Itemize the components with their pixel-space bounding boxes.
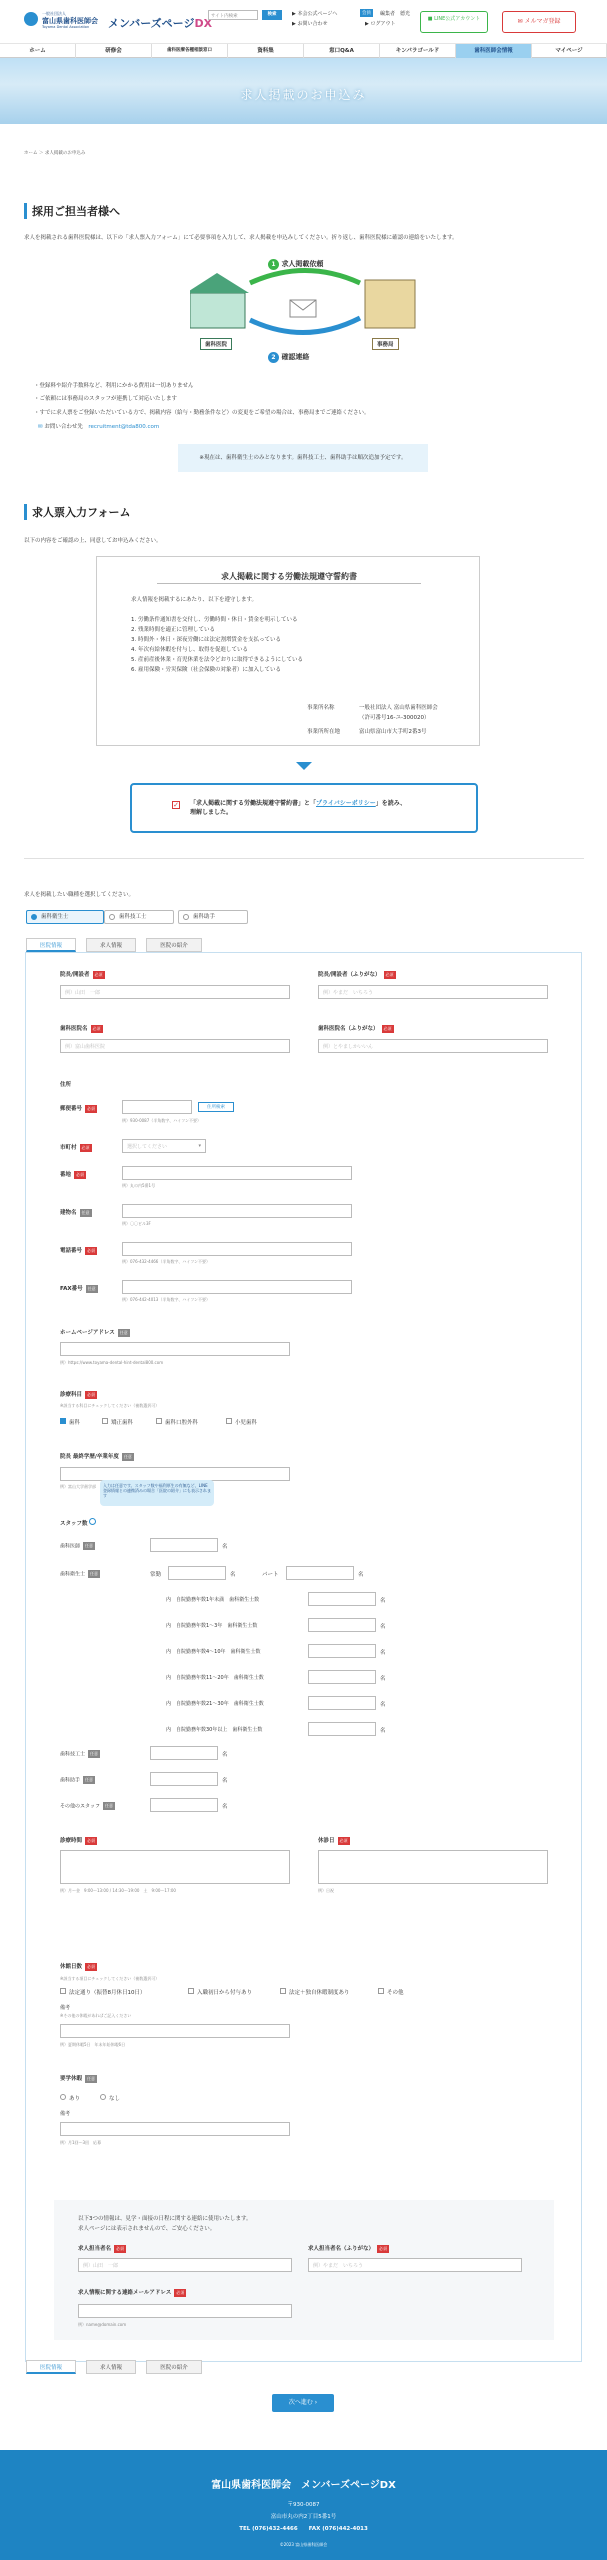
footer-tel: TEL (076)432-4466 FAX (076)442-4013 [239, 2526, 368, 2532]
chevron-down-icon: ▾ [198, 1143, 201, 1149]
years-label: 内 自院勤務年数4〜10年 歯科衛生士数 [166, 1649, 261, 1655]
required-badge: 必須 [87, 1247, 96, 1253]
person-mail-text: 求人情報に関する連絡メールアドレス [78, 2290, 172, 2296]
footer-title: 富山県歯科医師会 メンバーズページDX [211, 2480, 396, 2491]
radio-dot [31, 914, 37, 920]
office-building [365, 280, 415, 328]
nav-item[interactable]: マイページ [532, 44, 607, 58]
global-nav [0, 44, 607, 58]
rep-kana-text: 院長/開設者（ふりがな） [318, 972, 381, 978]
logo-dx-prefix: メンバーズページ [108, 17, 195, 30]
required-badge: 必須 [116, 2245, 125, 2251]
required-badge: 必須 [87, 1105, 96, 1111]
arrow-top [250, 271, 360, 284]
dentist-label [60, 1542, 95, 1550]
flow-illustration [190, 258, 420, 348]
city-label [60, 1143, 92, 1152]
dept-label: 歯科口腔外科 [165, 1420, 199, 1426]
optional-badge: 任意 [85, 1543, 94, 1548]
tab-job-info[interactable]: 求人情報 [86, 938, 136, 952]
official-site-label: 本会公式ページへ [297, 11, 338, 17]
other-staff-label [60, 1802, 115, 1810]
closed-checkbox[interactable] [378, 1988, 404, 1996]
nav-item[interactable]: ホーム [0, 44, 76, 58]
radio-dot [100, 2094, 106, 2100]
holiday-label [318, 1836, 350, 1845]
city-select[interactable] [122, 1139, 206, 1153]
nav-item-active[interactable]: 歯科医師会情報 [456, 44, 532, 58]
years-input[interactable] [308, 1696, 376, 1710]
contact-label: お問い合わせ先 [44, 424, 83, 430]
radio-dot [60, 2094, 66, 2100]
clinic-name-input[interactable]: 例）富山歯科医院 [60, 1039, 290, 1053]
flow-step2 [268, 352, 309, 363]
years-label: 内 自院勤務年数1年未満 歯科衛生士数 [166, 1597, 260, 1603]
closed-checkbox[interactable] [280, 1988, 350, 1996]
hero-banner [0, 58, 607, 124]
homepage-input[interactable] [60, 1342, 290, 1356]
flow-office-label: 事務局 [372, 338, 399, 350]
required-badge: 必須 [379, 2245, 388, 2251]
contact-label: お問い合わせ [297, 21, 328, 27]
fax-text: FAX番号 [60, 1286, 83, 1292]
required-badge: 必須 [385, 971, 394, 977]
clinic-name-label [60, 1024, 103, 1033]
graduate-hint: 例）富山大学歯学部 [60, 1484, 96, 1489]
years-input[interactable] [308, 1644, 376, 1658]
optional-badge: 任意 [87, 1285, 96, 1291]
dentist-count-input[interactable] [150, 1538, 218, 1552]
graduate-text: 院長 最終学歴/卒業年度 [60, 1454, 119, 1460]
job-radio-label: 歯科技工士 [119, 914, 147, 920]
unit-label: 名 [222, 1752, 228, 1758]
dept-checkbox[interactable] [226, 1418, 257, 1426]
staff-heading-text: スタッフ数 [60, 1521, 88, 1527]
required-badge: 必須 [176, 2289, 185, 2295]
unit-label: 名 [222, 1804, 228, 1810]
unit-label: 名 [380, 1624, 386, 1630]
logo-en: Toyama Dental Association [42, 25, 90, 29]
nav-item[interactable]: キンパラゴールド [380, 44, 456, 58]
homepage-label [60, 1328, 130, 1337]
required-badge: 必須 [383, 1025, 392, 1031]
dept-checkbox[interactable] [60, 1418, 80, 1426]
unit-label: 名 [222, 1544, 228, 1550]
privacy-policy-link[interactable]: プライバシーポリシー [316, 800, 376, 807]
vacation-radio-no[interactable] [100, 2094, 120, 2102]
hours-hint: 例）月〜金 9:00〜13:00 / 14:30〜19:00 土 9:00〜17:00 [60, 1888, 176, 1893]
checkbox-box [188, 1988, 194, 1994]
zip-text: 郵便番号 [60, 1106, 83, 1112]
technician-label [60, 1750, 100, 1758]
hours-textarea[interactable] [60, 1850, 290, 1884]
consent-checkbox[interactable]: ✓ [173, 801, 179, 809]
building-text: 建物名 [60, 1210, 77, 1216]
hygienist-text: 歯科衛生士 [60, 1571, 86, 1578]
footer-zip: 〒930-0087 [287, 2502, 320, 2508]
person-mail-input[interactable] [78, 2304, 292, 2318]
years-label: 内 自院勤務年数21〜30年 歯科衛生士数 [166, 1701, 264, 1707]
closed-checkbox[interactable] [60, 1988, 146, 1996]
graduate-input[interactable] [60, 1467, 290, 1481]
required-badge: 必須 [94, 971, 103, 977]
optional-badge: 任意 [90, 1571, 99, 1576]
unit-label: 名 [380, 1650, 386, 1656]
unit-label: 名 [380, 1598, 386, 1604]
vacation-option: なし [109, 2096, 121, 2102]
closed-text: 休館日数 [60, 1964, 83, 1970]
vacation-note-example: 例）月1回〜3回 応募 [60, 2140, 102, 2145]
line-label: LINE公式アカウント [434, 16, 481, 22]
arrow-down-icon [296, 762, 312, 770]
dentist-text: 歯科医師 [60, 1543, 81, 1550]
years-input[interactable] [308, 1592, 376, 1606]
address-heading: 住所 [60, 1082, 72, 1088]
page-title: 求人掲載のお申込み [240, 88, 367, 102]
building-hint: 例）〇〇ビル3F [122, 1221, 151, 1226]
note-bullet: ・ご依頼には事務局のスタッフが連携して対応いたします [34, 396, 178, 402]
tab-clinic-info-bottom[interactable]: 医院情報 [26, 2360, 76, 2374]
rep-name-text: 院長/開設者 [60, 972, 90, 978]
nav-item[interactable]: 窓口Q&A [304, 44, 380, 58]
nav-item[interactable]: 資料集 [228, 44, 304, 58]
person-input[interactable]: 例）山田 一郎 [78, 2258, 292, 2272]
logo-icon[interactable] [24, 12, 38, 26]
pledge-item: 2. 残業時間を適正に管理している [131, 627, 215, 633]
required-badge: 必須 [81, 1144, 90, 1150]
person-kana-input[interactable]: 例）やまだ いちろう [308, 2258, 522, 2272]
tab-clinic-info[interactable]: 医院情報 [26, 938, 76, 952]
vacation-text: 要学休暇 [60, 2076, 83, 2082]
search-input[interactable]: サイト内検索 [208, 10, 258, 20]
divider [24, 858, 584, 859]
pledge-lead: 求人情報を掲載するにあたり、以下を遵守します。 [131, 597, 258, 603]
hygienist-label [60, 1570, 100, 1578]
line-icon: ■ [427, 16, 435, 22]
contact-info-box [54, 2200, 554, 2340]
consent-line2: 理解しました。 [190, 809, 233, 816]
mail-icon: ✉ [517, 18, 525, 25]
hours-text: 診療時間 [60, 1838, 83, 1844]
step1-icon: 1 [268, 259, 279, 270]
nav-item[interactable]: 歯科医療各種相談窓口 [152, 44, 228, 58]
homepage-hint: 例）https://www.toyama-dental-hint-dental800.com [60, 1360, 164, 1365]
optional-badge: 任意 [105, 1803, 114, 1808]
radio-dot [183, 914, 189, 920]
footer-copyright: ©2023 富山県歯科医師会 [279, 2542, 328, 2547]
optional-badge: 任意 [81, 1209, 90, 1215]
street-hint: 例）丸の内5番1号 [122, 1183, 156, 1188]
job-radio-technician[interactable] [104, 910, 174, 924]
optional-badge: 任意 [123, 1453, 132, 1459]
years-label: 内 自院勤務年数30年以上 歯科衛生士数 [166, 1727, 263, 1733]
checkbox-box [156, 1418, 162, 1424]
dept-label: 小児歯科 [235, 1420, 258, 1426]
pledge-title: 求人掲載に関する労働法規遵守誓約書 [221, 572, 357, 581]
dept-checkbox[interactable] [102, 1418, 133, 1426]
flow-step1 [268, 259, 323, 270]
required-badge: 必須 [339, 1837, 348, 1843]
fulltime-label: 常勤 [150, 1572, 162, 1578]
closed-option: 入職初日から付与あり [197, 1990, 253, 1996]
contact-link[interactable]: ▶ お問い合わせ [292, 21, 328, 27]
departments-hint: ※該当する科目にチェックしてください（複数選択可） [60, 1403, 160, 1408]
tel-text: 電話番号 [60, 1248, 83, 1254]
technician-text: 歯科技工士 [60, 1751, 86, 1758]
section1-intro: 求人を掲載される歯科医院様は、以下の「求人票入力フォーム」にて必要事項を入力して、求人掲載を申込みしてください。折り返し、歯科医院様に確認の連絡をいたします。 [24, 235, 458, 241]
assistant-text: 歯科助手 [60, 1777, 81, 1784]
unit-label: 名 [380, 1702, 386, 1708]
optional-badge: 任意 [87, 2075, 96, 2081]
closed-note-input[interactable] [60, 2024, 290, 2038]
section-title-form: 求人票入力フォーム [24, 504, 130, 520]
address-value: 富山県富山市大手町2番3号 [359, 729, 427, 735]
address-label: 事業所所在地 [307, 729, 341, 735]
members-page-logo[interactable] [108, 15, 212, 31]
clinic-name-text: 歯科医院名 [60, 1026, 88, 1032]
nav-item[interactable]: 研修会 [76, 44, 152, 58]
clinic-kana-label [318, 1024, 394, 1033]
person-text: 求人担当者名 [78, 2246, 112, 2252]
street-text: 番地 [60, 1172, 72, 1178]
tel-input[interactable] [122, 1242, 352, 1256]
vacation-radio-yes[interactable] [60, 2094, 80, 2102]
hygienist-only-notice: ※現在は、歯科衛生士のみとなります。歯科技工士、歯科助手は順次追加予定です。 [178, 444, 428, 472]
consent-box[interactable] [130, 783, 478, 833]
closed-note-label: 備考 [60, 2005, 71, 2011]
search-button[interactable]: 検索 [262, 10, 282, 20]
office-label: 事業所名称 [307, 705, 335, 711]
unit-label: 名 [380, 1728, 386, 1734]
job-radio-label: 歯科助手 [193, 914, 216, 920]
site-header [0, 0, 607, 44]
building-input[interactable] [122, 1204, 352, 1218]
dept-label: 矯正歯科 [111, 1420, 134, 1426]
consent-post: 」を読み、 [375, 800, 407, 807]
staff-tooltip: 入力は任意です。スタッフ数や福利厚生の有無など、LINE登録情報との連携済みの場合「医院の紹介」にも表示されます [100, 1480, 214, 1506]
years-input[interactable] [308, 1670, 376, 1684]
vacation-note-input[interactable] [60, 2122, 290, 2136]
site-footer [0, 2450, 607, 2560]
building-label [60, 1208, 92, 1217]
flow-illustration-svg [190, 258, 420, 348]
pledge-item: 4. 年次有給休暇を付与し、取得を促進している [131, 647, 248, 653]
dept-label: 歯科 [69, 1420, 81, 1426]
fax-input[interactable] [122, 1280, 352, 1294]
required-badge: 必須 [76, 1171, 85, 1177]
assistant-count-input[interactable] [150, 1772, 218, 1786]
contact-lead: 求人ページには表示されませんので、ご安心ください。 [78, 2226, 216, 2232]
flow-clinic-label: 歯科医院 [200, 338, 232, 350]
person-mail-label [78, 2288, 186, 2297]
mail-label: メルマガ登録 [524, 18, 561, 25]
zip-search-button[interactable]: 住所検索 [198, 1102, 234, 1112]
logo-main[interactable]: 富山県歯科医師会 [42, 17, 98, 25]
person-kana-label [308, 2244, 389, 2253]
departments-label [60, 1390, 97, 1399]
hours-label [60, 1836, 97, 1845]
other-staff-count-input[interactable] [150, 1798, 218, 1812]
breadcrumb[interactable]: ホーム ＞ 求人掲載のお申込み [24, 151, 86, 156]
person-kana-text: 求人担当者名（ふりがな） [308, 2246, 375, 2252]
rep-kana-label [318, 970, 396, 979]
other-staff-text: その他のスタッフ [60, 1803, 101, 1810]
closed-option: その他 [387, 1990, 404, 1996]
closed-hint: ※該当する項目にチェックしてください（複数選択可） [60, 1976, 160, 1981]
pledge-title-divider [157, 583, 421, 584]
years-label: 内 自院勤務年数11〜20年 歯科衛生士数 [166, 1675, 264, 1681]
pledge-box[interactable] [96, 556, 480, 746]
vacation-option: あり [69, 2096, 81, 2102]
checkbox-box [226, 1418, 232, 1424]
section2-intro: 以下の内容をご確認の上、同意してお申込みください。 [24, 538, 162, 544]
checkbox-box [280, 1988, 286, 1994]
next-label: 次へ進む [288, 2399, 313, 2406]
form-frame [25, 952, 582, 2362]
job-prompt: 求人を掲載したい職種を選択してください。 [24, 892, 135, 898]
holiday-hint: 例）日祝 [318, 1888, 334, 1893]
office-license: （許可番号16-ユ-300020） [359, 715, 430, 721]
dept-checkbox[interactable] [156, 1418, 198, 1426]
note-bullet: ・登録料や紹介手数料など、利用にかかる費用は一切ありません [34, 383, 194, 389]
mail-icon: ✉ [38, 424, 43, 430]
checkbox-box [60, 1418, 66, 1424]
hygienist-parttime-input[interactable] [286, 1566, 354, 1580]
unit-label: 名 [230, 1572, 236, 1578]
required-badge: 必須 [92, 1025, 101, 1031]
rep-name-input[interactable]: 例）山田 一郎 [60, 985, 290, 999]
note-bullet: ・すでに求人票をご登録いただいている方で、掲載内容（給与・勤務条件など）の変更をご希望の場合は、事務局までご連絡ください。 [34, 410, 370, 416]
help-icon[interactable] [89, 1518, 96, 1525]
departments-text: 診療科目 [60, 1392, 83, 1398]
technician-count-input[interactable] [150, 1746, 218, 1760]
years-label: 内 自院勤務年数1〜3年 歯科衛生士数 [166, 1623, 258, 1629]
pledge-item: 5. 産前産後休業・育児休業を法令どおりに取得できるようにしている [131, 657, 303, 663]
step2-icon: 2 [268, 352, 279, 363]
city-placeholder: 選択してください [127, 1144, 168, 1150]
required-badge: 必須 [87, 1837, 96, 1843]
rep-name-label [60, 970, 105, 979]
zip-input[interactable] [122, 1100, 192, 1114]
fax-hint: 例）076-442-4013（半角数字、ハイフン不要） [122, 1297, 211, 1302]
chevron-right-icon: › [314, 2399, 318, 2406]
section-title-recruiter: 採用ご担当者様へ [24, 203, 120, 219]
staff-heading [60, 1518, 96, 1527]
years-input[interactable] [308, 1722, 376, 1736]
holiday-textarea[interactable] [318, 1850, 548, 1884]
arrow-bottom [250, 318, 360, 333]
job-radio-hygienist[interactable] [26, 910, 104, 924]
clinic-kana-text: 歯科医院名（ふりがな） [318, 1026, 379, 1032]
person-label [78, 2244, 126, 2253]
homepage-text: ホームページアドレス [60, 1330, 115, 1336]
consent-pre: 「求人掲載に関する労働法規遵守誓約書」と「 [190, 800, 317, 807]
zip-hint: 例）930-0087（半角数字、ハイフン不要） [122, 1118, 201, 1123]
official-site-link[interactable]: ▶ 本会公式ページへ [292, 11, 338, 17]
closed-note-example: 例）夏期休暇5日 年末年始休暇6日 [60, 2042, 126, 2047]
pledge-item: 3. 時間外・休日・深夜労働には法定割増賃金を支払っている [131, 637, 281, 643]
closed-label [60, 1962, 97, 1971]
tel-hint: 例）076-432-4466（半角数字、ハイフン不要） [122, 1259, 211, 1264]
clinic-kana-input[interactable]: 例）とやましかいいん [318, 1039, 548, 1053]
assistant-label [60, 1776, 95, 1784]
required-badge: 必須 [87, 1963, 96, 1969]
closed-checkbox[interactable] [188, 1988, 252, 1996]
fax-label [60, 1284, 98, 1293]
unit-label: 名 [222, 1778, 228, 1784]
checkbox-box [102, 1418, 108, 1424]
pledge-item: 1. 労働条件通知書を交付し、労働時間・休日・賃金を明示している [131, 617, 298, 623]
contact-row [38, 422, 159, 430]
years-input[interactable] [308, 1618, 376, 1632]
closed-option: 法定＋独自休暇制度あり [289, 1990, 350, 1996]
step2-label: 確認連絡 [281, 353, 310, 361]
consent-text [190, 799, 406, 817]
graduate-label [60, 1452, 134, 1461]
step1-label: 求人掲載依頼 [281, 260, 324, 268]
user-name: 編集者 德光 [380, 11, 411, 17]
job-radio-label: 歯科衛生士 [41, 914, 69, 920]
parttime-label: パート [262, 1572, 279, 1578]
mail-magazine-button[interactable] [502, 11, 576, 33]
hygienist-fulltime-input[interactable] [168, 1566, 226, 1580]
person-mail-example: 例）name@domain.com [78, 2322, 127, 2327]
tel-label [60, 1246, 97, 1255]
footer-address: 富山市丸の内2丁目5番1号 [270, 2514, 337, 2520]
street-input[interactable] [122, 1166, 352, 1180]
city-text: 市町村 [60, 1145, 77, 1151]
job-radio-assistant[interactable] [178, 910, 248, 924]
required-badge: 必須 [87, 1391, 96, 1397]
zip-label [60, 1104, 97, 1113]
vacation-label [60, 2074, 97, 2083]
pledge-item: 6. 雇用保険・労災保険（社会保険の対象者）に加入している [131, 667, 281, 673]
street-label [60, 1170, 86, 1179]
vacation-note-label: 備考 [60, 2111, 71, 2117]
unit-label: 名 [380, 1676, 386, 1682]
office-value: 一般社団法人 富山県歯科医師会 [359, 705, 438, 711]
radio-dot [109, 914, 115, 920]
tab-job-info-bottom[interactable]: 求人情報 [86, 2360, 136, 2374]
optional-badge: 任意 [119, 1329, 128, 1335]
closed-note-hint: ※その他の休暇があればご記入ください [60, 2013, 132, 2018]
checkbox-box [378, 1988, 384, 1994]
logo-dx-suffix: DX [194, 17, 213, 30]
next-button[interactable] [272, 2394, 334, 2412]
tab-clinic-intro[interactable]: 医院の紹介 [146, 938, 202, 952]
tab-clinic-intro-bottom[interactable]: 医院の紹介 [146, 2360, 202, 2374]
clinic-roof [190, 273, 249, 293]
checkbox-box [60, 1988, 66, 1994]
logout-label: ログアウト [370, 21, 396, 27]
holiday-text: 休診日 [318, 1838, 335, 1844]
member-badge: 会員 [362, 11, 371, 16]
rep-kana-input[interactable]: 例）やまだ いちろう [318, 985, 548, 999]
logo-small: 一般社団法人 [42, 11, 66, 16]
contact-email[interactable]: recruitment@tda800.com [88, 424, 160, 430]
logout-link[interactable]: ▶ ログアウト [365, 21, 396, 27]
optional-badge: 任意 [90, 1751, 99, 1756]
optional-badge: 任意 [85, 1777, 94, 1782]
contact-lead: 以下3つの情報は、見学・面接の日程に関する連絡に使用いたします。 [78, 2216, 252, 2222]
line-account-button[interactable] [420, 11, 488, 33]
closed-option: 法定通り（振替8月休日10日） [69, 1990, 146, 1996]
unit-label: 名 [358, 1572, 364, 1578]
clinic-building [190, 293, 245, 328]
